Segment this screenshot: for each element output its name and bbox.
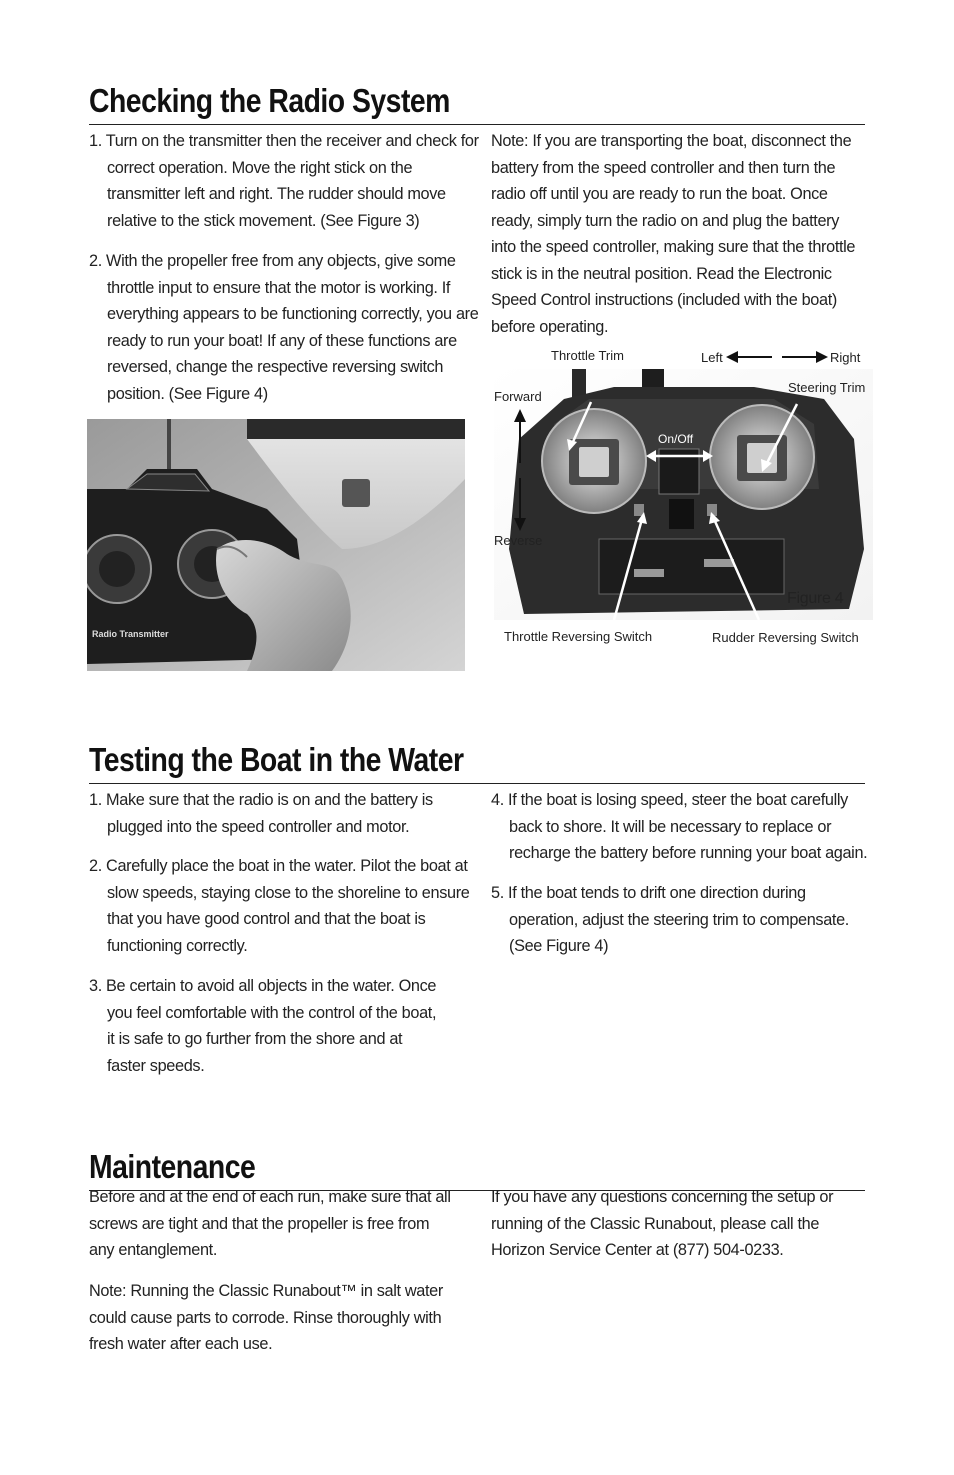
maintenance-right-p1: If you have any questions concerning the setup or running of the Classic Runabout, please call the Horizon Service Center at (877) 504-0233. <box>491 1188 834 1259</box>
water-step-3: 3. Be certain to avoid all objects in the water. Once you feel comfortable with the control of the boat, it is safe to go further from the shore and at faster speeds. <box>89 977 437 1075</box>
figure-4-photo <box>494 369 873 620</box>
label-throttle-reversing-switch: Throttle Reversing Switch <box>504 629 653 644</box>
label-left: Left <box>701 350 723 365</box>
section-title-maintenance: Maintenance <box>89 1148 256 1185</box>
radio-step-2: 2. With the propeller free from any objects, give some throttle input to ensure that the motor is working. If everything appears to be functioning correctly, you are ready to run your boat! If any of these functions are reversed, change the respective reversing switch position. (See Figure 4) <box>89 252 479 403</box>
label-reverse: Reverse <box>494 533 543 548</box>
section-title-radio: Checking the Radio System <box>89 82 450 119</box>
water-step-5: 5. If the boat tends to drift one direction during operation, adjust the steering trim to compensate. (See Figure 4) <box>491 884 849 955</box>
label-throttle-trim: Throttle Trim <box>551 348 624 363</box>
label-rudder-reversing-switch: Rudder Reversing Switch <box>712 630 859 645</box>
section-rule-radio <box>89 124 865 125</box>
water-step-2: 2. Carefully place the boat in the water. Pilot the boat at slow speeds, staying close to the shoreline to ensure that you have good control and that the boat is functioning correctly. <box>89 857 470 955</box>
label-forward: Forward <box>494 389 542 404</box>
label-on-off: On/Off <box>658 432 694 446</box>
water-step-4: 4. If the boat is losing speed, steer the boat carefully back to shore. It will be necessary to replace or recharge the battery before running your boat again. <box>491 791 868 862</box>
section-rule-water <box>89 783 865 784</box>
water-step-1: 1. Make sure that the radio is on and the battery is plugged into the speed controller and motor. <box>89 791 433 836</box>
maintenance-left-p2: Note: Running the Classic Runabout™ in salt water could cause parts to corrode. Rinse thoroughly with fresh water after each use. <box>89 1282 443 1353</box>
label-figure-4: Figure 4 <box>787 590 844 607</box>
label-right: Right <box>830 350 861 365</box>
maintenance-left-p1: Before and at the end of each run, make sure that all screws are tight and that the propeller is free from any entanglement. <box>89 1188 451 1259</box>
radio-transport-note: Note: If you are transporting the boat, disconnect the battery from the speed controller and then turn the radio off until you are ready to run the boat. Once ready, simply turn the radio on and plug the battery into the speed controller, making sure that the throttle stick is in the neutral position. Read the Electronic Speed Control instructions (included with the boat) before operating. <box>491 132 856 336</box>
radio-step-1: 1. Turn on the transmitter then the receiver and check for correct operation. Move the right stick on the transmitter left and right. The rudder should move relative to the stick movement. (See Figure 3) <box>89 132 479 230</box>
figure-3-photo <box>87 419 465 671</box>
transmitter-label: Radio Transmitter <box>92 629 169 639</box>
left-right-arrow <box>726 350 828 364</box>
forward-reverse-arrow <box>510 408 530 532</box>
label-steering-trim: Steering Trim <box>788 380 866 395</box>
section-title-water: Testing the Boat in the Water <box>89 741 464 778</box>
